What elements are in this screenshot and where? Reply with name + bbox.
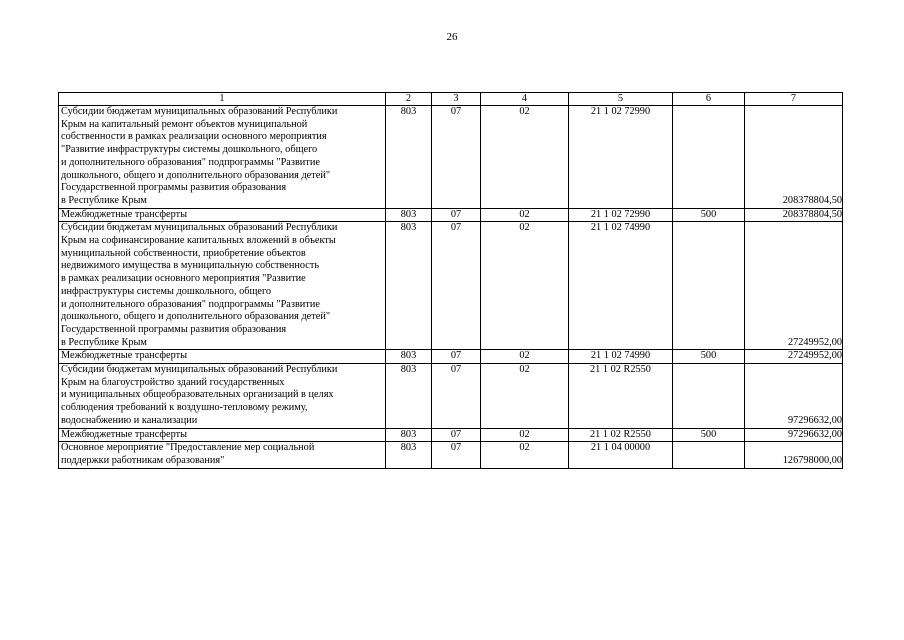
row-name: Межбюджетные трансферты (59, 350, 386, 364)
row-subsection-code: 02 (481, 222, 569, 350)
row-expense-type: 500 (673, 208, 745, 222)
column-header-7: 7 (745, 93, 843, 106)
column-header-1: 1 (59, 93, 386, 106)
row-sum: 27249952,00 (745, 350, 843, 364)
table-row (59, 106, 843, 209)
table-row (59, 208, 843, 222)
row-subsection-code: 02 (481, 428, 569, 442)
row-target-code: 21 1 02 R2550 (569, 364, 673, 429)
row-expense-type: 500 (673, 350, 745, 364)
row-name: Субсидии бюджетам муниципальных образований Республики Крым на софинансирование капитальных вложений в объекты муниципальной собственности, приобретение объектов недвижимого имущества в муниципальную собственность в рамках реализации основного мероприятия "Развитие инфраструктуры системы дошкольного, общего и дополнительного образования" подпрограммы "Развитие дошкольного, общего и дополнительного образования детей" Государственной программы развития образования в Республике Крым (59, 222, 386, 350)
row-name: Межбюджетные трансферты (59, 428, 386, 442)
row-subsection-code: 02 (481, 106, 569, 209)
table-row (59, 428, 843, 442)
row-name: Субсидии бюджетам муниципальных образований Республики Крым на капитальный ремонт объектов муниципальной собственности в рамках реализации основного мероприятия "Развитие инфраструктуры системы дошкольного, общего и дополнительного образования" подпрограммы "Развитие дошкольного, общего и дополнительного образования детей" Государственной программы развития образования в Республике Крым (59, 106, 386, 209)
row-target-code: 21 1 02 72990 (569, 106, 673, 209)
row-section-code: 07 (432, 208, 481, 222)
column-header-5: 5 (569, 93, 673, 106)
row-expense-type: 500 (673, 428, 745, 442)
page-number: 26 (446, 31, 458, 43)
row-subsection-code: 02 (481, 364, 569, 429)
row-subsection-code: 02 (481, 208, 569, 222)
row-expense-type (673, 364, 745, 429)
row-section-code: 07 (432, 364, 481, 429)
row-ministry-code: 803 (386, 442, 432, 468)
row-section-code: 07 (432, 350, 481, 364)
row-ministry-code: 803 (386, 106, 432, 209)
row-expense-type (673, 222, 745, 350)
row-target-code: 21 1 02 R2550 (569, 428, 673, 442)
column-header-3: 3 (432, 93, 481, 106)
row-target-code: 21 1 02 72990 (569, 208, 673, 222)
row-section-code: 07 (432, 442, 481, 468)
row-ministry-code: 803 (386, 428, 432, 442)
row-sum: 27249952,00 (745, 222, 843, 350)
row-section-code: 07 (432, 222, 481, 350)
row-sum: 208378804,50 (745, 106, 843, 209)
row-section-code: 07 (432, 106, 481, 209)
row-name: Субсидии бюджетам муниципальных образований Республики Крым на благоустройство зданий государственных и муниципальных общеобразовательных организаций в целях соблюдения требований к воздушно-тепловому режиму, водоснабжению и канализации (59, 364, 386, 429)
budget-table (58, 92, 843, 469)
row-sum: 126798000,00 (745, 442, 843, 468)
row-ministry-code: 803 (386, 350, 432, 364)
row-subsection-code: 02 (481, 442, 569, 468)
column-header-4: 4 (481, 93, 569, 106)
row-expense-type (673, 442, 745, 468)
row-ministry-code: 803 (386, 208, 432, 222)
row-section-code: 07 (432, 428, 481, 442)
row-sum: 97296632,00 (745, 428, 843, 442)
table-row (59, 442, 843, 468)
row-sum: 97296632,00 (745, 364, 843, 429)
table-row (59, 222, 843, 350)
row-target-code: 21 1 04 00000 (569, 442, 673, 468)
table-row (59, 350, 843, 364)
row-target-code: 21 1 02 74990 (569, 350, 673, 364)
row-name: Основное мероприятие "Предоставление мер социальной поддержки работникам образования" (59, 442, 386, 468)
row-name: Межбюджетные трансферты (59, 208, 386, 222)
row-ministry-code: 803 (386, 364, 432, 429)
row-expense-type (673, 106, 745, 209)
column-header-2: 2 (386, 93, 432, 106)
column-header-6: 6 (673, 93, 745, 106)
row-target-code: 21 1 02 74990 (569, 222, 673, 350)
table-row (59, 364, 843, 429)
header-row (59, 93, 843, 106)
row-sum: 208378804,50 (745, 208, 843, 222)
row-subsection-code: 02 (481, 350, 569, 364)
row-ministry-code: 803 (386, 222, 432, 350)
